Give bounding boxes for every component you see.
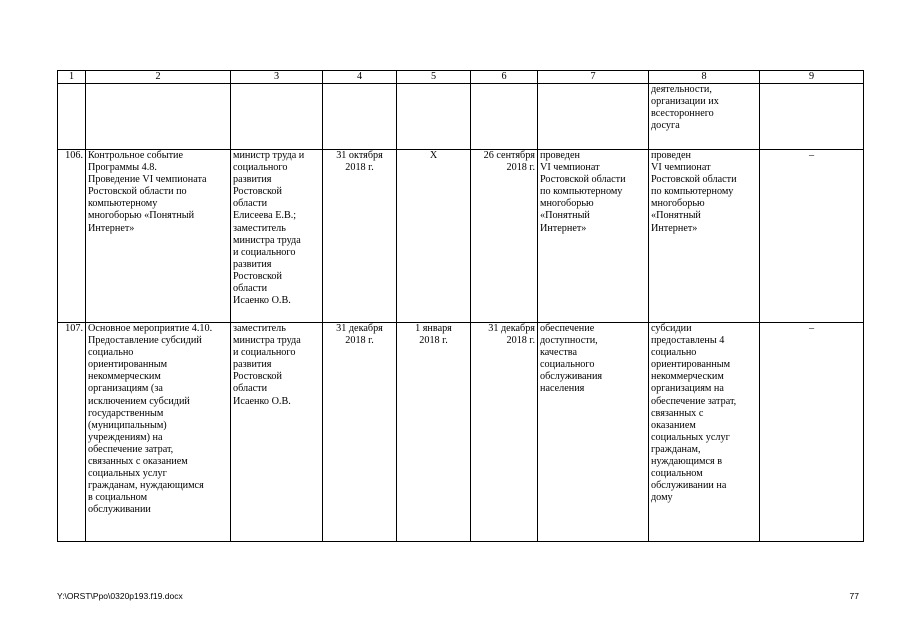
table-cell: [760, 84, 864, 150]
table-cell: [471, 84, 538, 150]
table-cell: [86, 84, 231, 150]
column-header: 9: [760, 71, 864, 84]
actual-date-cell: 31 декабря 2018 г.: [471, 323, 538, 542]
column-header: 4: [323, 71, 397, 84]
page-number: 77: [849, 591, 859, 601]
row-number: 107.: [58, 323, 86, 542]
expected-result-cell: проведен VI чемпионат Ростовской области по компьютерному многоборью «Понятный Интернет»: [538, 150, 649, 323]
event-cell: Контрольное событие Программы 4.8. Проведение VI чемпионата Ростовской области по компьютерному многоборью «Понятный Интернет»: [86, 150, 231, 323]
remarks-cell: –: [760, 150, 864, 323]
column-header: 3: [231, 71, 323, 84]
table-cell: [323, 84, 397, 150]
footer-file-path: Y:\ORST\Ppo\0320p193.f19.docx: [57, 591, 183, 601]
row-number: 106.: [58, 150, 86, 323]
actual-date-cell: 26 сентября 2018 г.: [471, 150, 538, 323]
responsible-cell: министр труда и социального развития Ростовской области Елисеева Е.В.; заместитель министра труда и социального развития Ростовской области Исаенко О.В.: [231, 150, 323, 323]
table-cell: [231, 84, 323, 150]
column-header: 6: [471, 71, 538, 84]
actual-result-cell: субсидии предоставлены 4 социально ориентированным некоммерческим организациям на обеспечение затрат, связанных с оказанием социальных услуг гражданам, нуждающимся в социальном обслуживании на дому: [649, 323, 760, 542]
column-header: 8: [649, 71, 760, 84]
remarks-cell: –: [760, 323, 864, 542]
column-header: 5: [397, 71, 471, 84]
column-header: 1: [58, 71, 86, 84]
actual-result-cell: проведен VI чемпионат Ростовской области по компьютерному многоборью «Понятный Интернет»: [649, 150, 760, 323]
start-date-cell: X: [397, 150, 471, 323]
table-cell: [538, 84, 649, 150]
continuation-row: [58, 84, 864, 150]
event-cell: Основное мероприятие 4.10. Предоставление субсидий социально ориентированным некоммерческим организациям (за исключением субсидий государственным (муниципальным) учреждениям) на обеспечение затрат, связанных с оказанием социальных услуг гражданам, нуждающимся в социальном обслуживании: [86, 323, 231, 542]
table-row: [58, 323, 864, 542]
table-cell: [58, 84, 86, 150]
plan-date-cell: 31 октября 2018 г.: [323, 150, 397, 323]
responsible-cell: заместитель министра труда и социального развития Ростовской области Исаенко О.В.: [231, 323, 323, 542]
table-cell: [397, 84, 471, 150]
table-header-row: [58, 71, 864, 84]
column-header: 7: [538, 71, 649, 84]
table-row: [58, 150, 864, 323]
column-header: 2: [86, 71, 231, 84]
expected-result-cell: обеспечение доступности, качества социального обслуживания населения: [538, 323, 649, 542]
result-cell: деятельности, организации их всестороннего досуга: [649, 84, 760, 150]
start-date-cell: 1 января 2018 г.: [397, 323, 471, 542]
report-table: [57, 70, 864, 542]
plan-date-cell: 31 декабря 2018 г.: [323, 323, 397, 542]
